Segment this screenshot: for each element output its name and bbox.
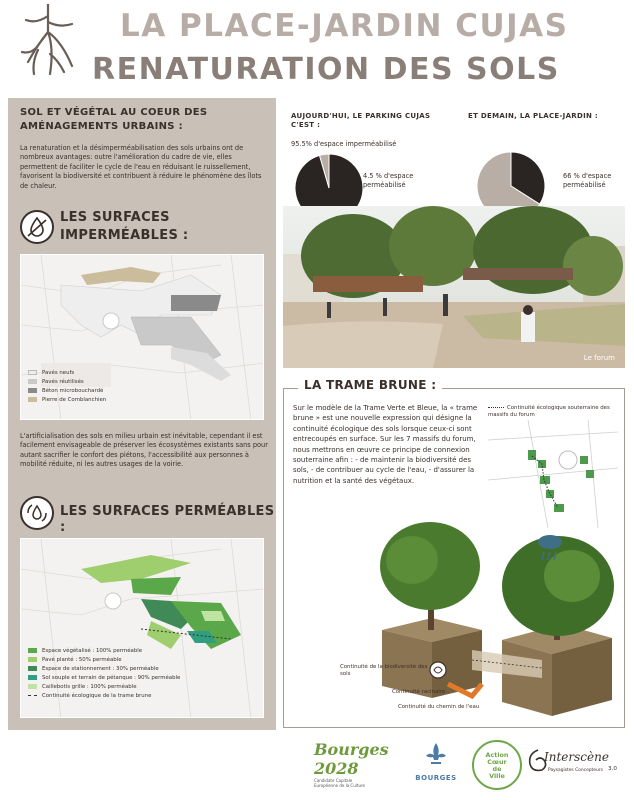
legend-label: Espace végétalisé : 100% perméable <box>42 647 143 654</box>
roots-label: Continuité racinaire <box>392 689 446 695</box>
today-permeable-text: 4.5 % d'espace perméabilisé <box>363 172 414 189</box>
interscene-logo <box>524 740 622 792</box>
tomorrow-permeable-text: 66 % d'espace perméabilisé <box>563 172 612 189</box>
today-impermeable-text: 95.5% d'espace imperméabilisé <box>291 140 397 148</box>
legend-label: Pavés réutilisés <box>42 378 84 385</box>
no-water-drop-icon <box>20 210 54 244</box>
title-line-1: LA PLACE-JARDIN CUJAS <box>120 8 569 44</box>
acv-text <box>470 752 524 780</box>
biodiversity-label: Continuité de la biodiversité des sols <box>340 664 428 677</box>
legend-label: Espace de stationnement : 30% perméable <box>42 665 159 672</box>
title-line-2: RENATURATION DES SOLS <box>92 52 560 87</box>
legend-swatch <box>28 666 37 671</box>
acv-line-1: Action <box>485 751 509 759</box>
today-label: AUJOURD'HUI, LE PARKING CUJAS C'EST : <box>291 112 431 129</box>
acv-line-2: Cœur <box>487 758 507 766</box>
impermeable-title-2: IMPERMÉABLES : <box>60 228 189 243</box>
permeable-legend <box>28 646 180 700</box>
impermeable-title-1: LES SURFACES <box>60 210 170 225</box>
legend-item <box>28 691 180 700</box>
interscene-subtitle: Paysagistes Concepteurs <box>548 768 603 773</box>
legend-swatch <box>28 675 37 680</box>
forum-photo-illustration <box>283 206 625 368</box>
legend-item <box>28 655 180 664</box>
legend-item <box>28 386 106 395</box>
interscene-version: 3.0 <box>608 766 617 772</box>
legend-swatch <box>28 370 37 375</box>
forum-rendering-image <box>283 206 625 368</box>
bourges-2028-subtitle: Candidate Capitale Européenne de la Culture <box>314 778 365 788</box>
bourges-2028-wordmark: Bourges 2028 <box>314 740 389 778</box>
impermeable-text: L'artificialisation des sols en milieu urbain est inévitable, cependant il est facilement envisageable de préserver les écosystèmes existants sans pour autant sacrifier le confort des piétons, l'accessibilité aux personnes à mobilité réduite, ni les autres usages de la voirie. <box>20 432 268 469</box>
legend-item <box>28 682 180 691</box>
legend-item <box>28 377 106 386</box>
legend-swatch <box>28 397 37 402</box>
acv-line-3: de <box>492 765 502 773</box>
tomorrow-label: ET DEMAIN, LA PLACE-JARDIN : <box>468 112 598 120</box>
left-panel <box>8 98 276 730</box>
bourges-2028-logo <box>314 740 400 792</box>
legend-label: Sol souple et terrain de pétanque : 90% perméable <box>42 674 181 681</box>
acv-line-4: Ville <box>489 772 505 780</box>
trame-brune-legend-label: Continuité écologique souterraine des massifs du forum <box>488 405 610 418</box>
bourges-city-wordmark: BOURGES <box>415 774 457 782</box>
impermeable-legend <box>28 368 106 404</box>
legend-item <box>28 646 180 655</box>
water-label: Continuité du chemin de l'eau <box>398 704 480 710</box>
fleur-de-lis-icon <box>421 740 451 770</box>
legend-label: Béton microbouchardé <box>42 387 104 394</box>
intro-text: La renaturation et la désimperméabilisation des sols urbains ont de nombreux avantages: outre l'amélioration du cadre de vie, elles permettent de faciliter le cycle de l'eau en réduisant le ruissellement, favorisent la biodiversité et contribuent à réduire le phénomène des îlots de chaleur. <box>20 144 262 190</box>
trame-brune-map <box>488 420 618 528</box>
legend-swatch <box>28 695 37 696</box>
photo-caption: Le forum <box>583 354 615 362</box>
legend-item <box>28 673 180 682</box>
legend-label: Pavé planté : 50% perméable <box>42 656 122 663</box>
legend-item <box>28 368 106 377</box>
today-tomorrow-panel <box>283 98 625 368</box>
roots-logo-icon <box>18 4 78 76</box>
permeable-title: LES SURFACES PERMÉABLES : <box>60 504 275 535</box>
action-coeur-de-ville-logo <box>470 738 524 792</box>
interscene-wordmark: Interscène <box>544 750 609 764</box>
legend-swatch <box>28 684 37 689</box>
legend-label: Continuité écologique de la trame brune <box>42 692 152 699</box>
dotted-line-swatch <box>488 407 504 408</box>
bourges-city-logo <box>408 740 464 792</box>
legend-label: Pierre de Comblanchien <box>42 396 107 403</box>
legend-swatch <box>28 388 37 393</box>
legend-item <box>28 664 180 673</box>
trame-brune-text: Sur le modèle de la Trame Verte et Bleue, la « trame brune » est une nouvelle expression qui désigne la continuité écologique des sols lorsque ceux-ci sont entrecoupés en surface. Sur les 7 massifs du forum, nous mettrons en œuvre ce principe de connexion souterraine afin : - de maintenir la biodiversité des sols, - de contribuer au cycle de l'eau, - d'assurer la nutrition et la santé des végétaux. <box>293 404 478 485</box>
legend-label: Caillebotis grille : 100% perméable <box>42 683 137 690</box>
legend-swatch <box>28 657 37 662</box>
intro-heading: SOL ET VÉGÉTAL AU COEUR DES AMÉNAGEMENTS URBAINS : <box>20 107 208 132</box>
trame-brune-title: LA TRAME BRUNE : <box>298 378 442 392</box>
water-drop-cycle-icon <box>20 496 54 530</box>
legend-swatch <box>28 648 37 653</box>
trame-brune-legend <box>488 405 618 419</box>
legend-item <box>28 395 106 404</box>
legend-label: Pavés neufs <box>42 369 75 376</box>
legend-swatch <box>28 379 37 384</box>
